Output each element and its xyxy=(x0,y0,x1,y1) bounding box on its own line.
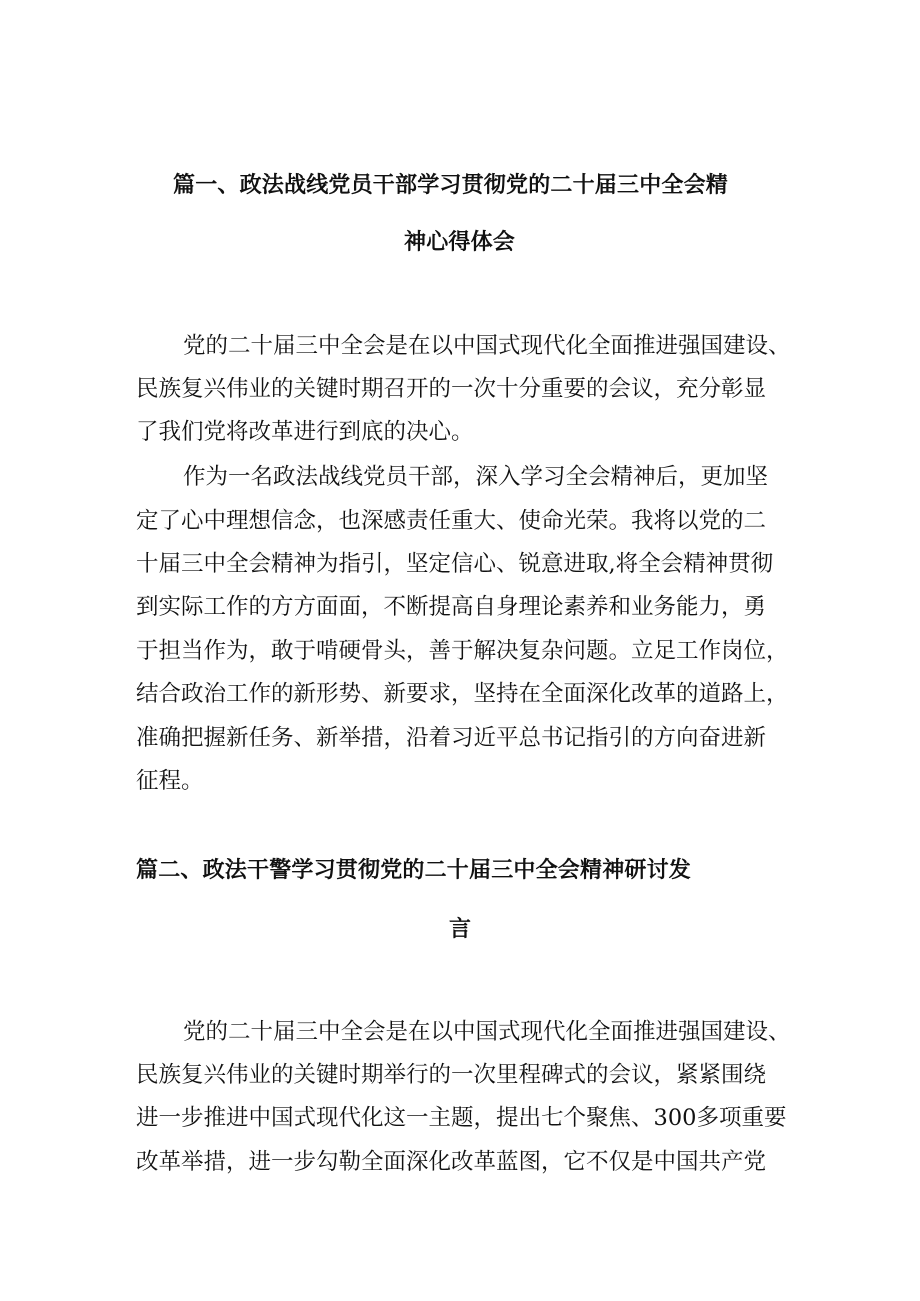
section2-p1-line2: 民族复兴伟业的关键时期举行的一次里程碑式的会议，紧紧围绕 xyxy=(136,1062,767,1088)
section2-p1-line4: 改革举措，进一步勾勒全面深化改革蓝图，它不仅是中国共产党 xyxy=(136,1149,767,1175)
section2-title-line2: 言 xyxy=(449,916,472,942)
section1-p2-line5: 于担当作为，敢于啃硬骨头，善于解决复杂问题。立足工作岗位， xyxy=(136,638,789,664)
section1-p2-line2: 定了心中理想信念，也深感责任重大、使命光荣。我将以党的二 xyxy=(136,508,767,534)
section1-title-line1: 篇一、政法战线党员干部学习贯彻党的二十届三中全会精 xyxy=(173,172,729,198)
section2-p1-line3: 进一步推进中国式现代化这一主题，提出七个聚焦、300多项重要 xyxy=(136,1105,787,1131)
section1-p1-line3: 了我们党将改革进行到底的决心。 xyxy=(136,419,474,445)
section1-p2-line8: 征程。 xyxy=(136,768,204,794)
section1-title-line2: 神心得体会 xyxy=(404,229,516,255)
section1-p2-line3: 十届三中全会精神为指引，坚定信心、锐意进取,将全会精神贯彻 xyxy=(136,551,774,577)
section2-p1-line1: 党的二十届三中全会是在以中国式现代化全面推进强国建设、 xyxy=(183,1019,791,1045)
section1-p2-line7: 准确把握新任务、新举措，沿着习近平总书记指引的方向奋进新 xyxy=(136,725,767,751)
section1-p2-line1: 作为一名政法战线党员干部，深入学习全会精神后，更加坚 xyxy=(183,464,769,490)
section2-title-line1: 篇二、政法干警学习贯彻党的二十届三中全会精神研讨发 xyxy=(136,857,692,883)
section1-p2-line6: 结合政治工作的新形势、新要求，坚持在全面深化改革的道路上， xyxy=(136,681,789,707)
section1-p1-line2: 民族复兴伟业的关键时期召开的一次十分重要的会议，充分彰显 xyxy=(136,376,767,402)
section1-p2-line4: 到实际工作的方方面面，不断提高自身理论素养和业务能力，勇 xyxy=(136,594,767,620)
section1-p1-line1: 党的二十届三中全会是在以中国式现代化全面推进强国建设、 xyxy=(183,333,791,359)
